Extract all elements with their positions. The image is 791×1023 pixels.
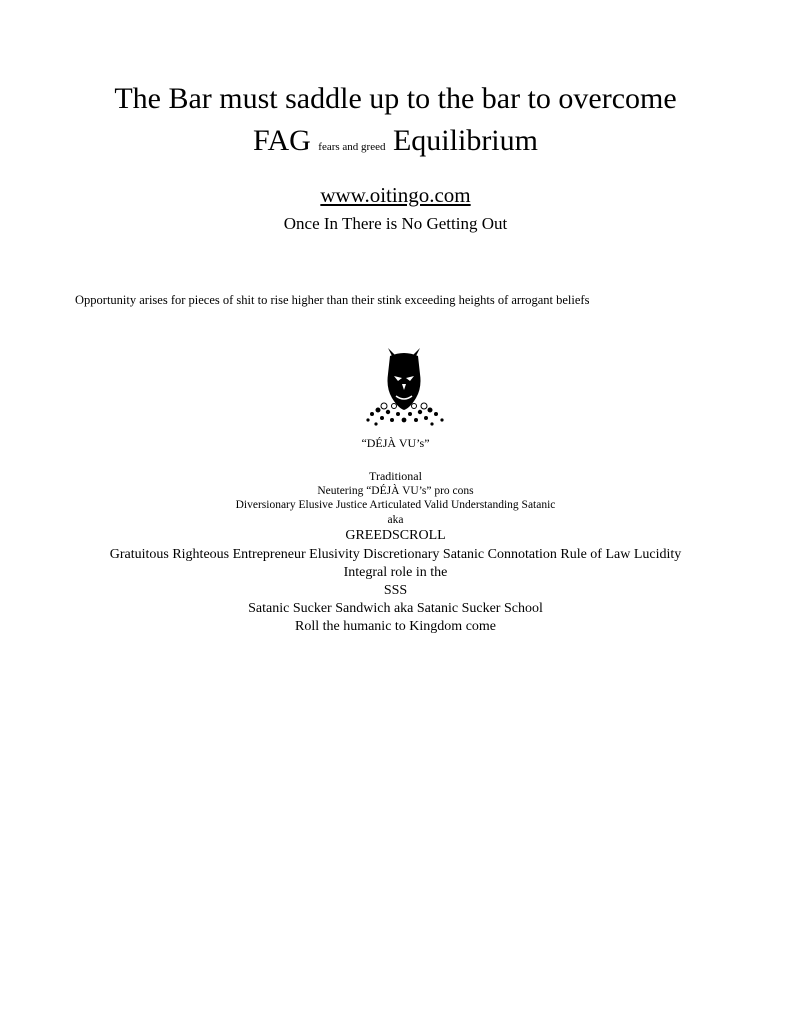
line-diversionary: Diversionary Elusive Justice Articulated Valid Understanding Satanic <box>235 499 556 511</box>
line-greedscroll: GREEDSCROLL <box>345 528 446 543</box>
line-aka: aka <box>387 514 404 526</box>
title-fag: FAG <box>253 124 311 157</box>
line-neutering: Neutering “DÉJÀ VU’s” pro cons <box>317 485 474 497</box>
line-integral-role: Integral role in the <box>343 565 448 580</box>
devil-face-icon <box>358 344 450 428</box>
line-gratuitous: Gratuitous Righteous Entrepreneur Elusivity Discretionary Satanic Connotation Rule of Law Lucidity <box>109 547 682 562</box>
title-equilibrium: Equilibrium <box>392 124 538 157</box>
title-fears-and-greed: fears and greed <box>318 141 386 153</box>
line-sss: SSS <box>383 583 408 598</box>
deja-vu-caption: “DÉJÀ VU’s” <box>361 436 430 450</box>
title-line-1: The Bar must saddle up to the bar to overcome <box>114 82 677 115</box>
website-link[interactable]: www.oitingo.com <box>320 183 471 207</box>
line-roll-the-humanic: Roll the humanic to Kingdom come <box>294 619 497 634</box>
tagline: Once In There is No Getting Out <box>283 214 508 233</box>
line-satanic-sucker: Satanic Sucker Sandwich aka Satanic Sucker School <box>248 601 543 616</box>
opportunity-text: Opportunity arises for pieces of shit to rise higher than their stink exceeding heights of arrogant beliefs <box>75 293 590 307</box>
line-traditional: Traditional <box>369 469 422 483</box>
title-line-2 <box>0 122 791 166</box>
